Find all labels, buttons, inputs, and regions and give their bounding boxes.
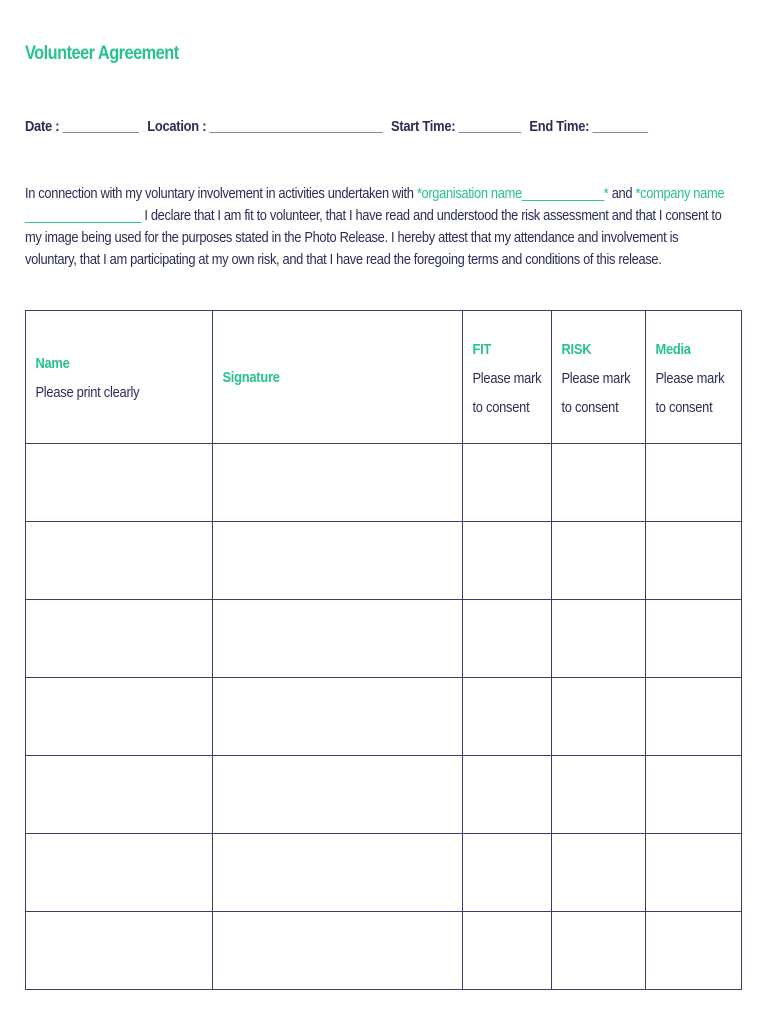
table-row: [26, 522, 742, 600]
statement-part-3: I declare that I am fit to volunteer, that I have read and understood the risk assessment and that I consent to my image being used for the purposes stated in the Photo Release. I hereby attest that my attendance and involvement is voluntary, that I am participating at my own risk, and that I have read the foregoing terms and conditions of this release.: [25, 207, 722, 268]
end-time-field[interactable]: End Time: ________: [529, 118, 648, 135]
signature-cell[interactable]: [213, 756, 463, 834]
fit-cell[interactable]: [463, 678, 552, 756]
table-row: [26, 756, 742, 834]
risk-cell[interactable]: [552, 444, 646, 522]
risk-cell[interactable]: [552, 756, 646, 834]
location-field[interactable]: Location : _________________________: [147, 118, 383, 135]
statement-part-2: and: [608, 185, 636, 202]
media-cell[interactable]: [646, 522, 742, 600]
signature-cell[interactable]: [213, 600, 463, 678]
fit-cell[interactable]: [463, 834, 552, 912]
table-body: [26, 444, 742, 990]
name-cell[interactable]: [26, 444, 213, 522]
header-risk: [552, 311, 646, 444]
name-cell[interactable]: [26, 912, 213, 990]
fit-cell[interactable]: [463, 756, 552, 834]
name-cell[interactable]: [26, 522, 213, 600]
media-cell[interactable]: [646, 444, 742, 522]
header-fit: [463, 311, 552, 444]
media-cell[interactable]: [646, 600, 742, 678]
header-fit-sub2: to consent: [472, 399, 530, 416]
page-title: Volunteer Agreement: [25, 43, 179, 64]
signature-cell[interactable]: [213, 834, 463, 912]
header-media: [646, 311, 742, 444]
header-name-label: Name: [35, 355, 70, 372]
header-signature-label: Signature: [222, 369, 280, 386]
statement-part-1: In connection with my voluntary involvement in activities undertaken with: [25, 185, 417, 202]
name-cell[interactable]: [26, 600, 213, 678]
header-signature: [213, 311, 463, 444]
organisation-name-placeholder[interactable]: *organisation name____________*: [416, 185, 609, 202]
risk-cell[interactable]: [552, 522, 646, 600]
risk-cell[interactable]: [552, 834, 646, 912]
header-risk-sub1: Please mark: [561, 370, 631, 387]
name-cell[interactable]: [26, 678, 213, 756]
fit-cell[interactable]: [463, 522, 552, 600]
media-cell[interactable]: [646, 834, 742, 912]
agreement-statement: [25, 183, 730, 271]
table-row: [26, 678, 742, 756]
event-details-line: [25, 118, 653, 135]
risk-cell[interactable]: [552, 600, 646, 678]
risk-cell[interactable]: [552, 912, 646, 990]
fit-cell[interactable]: [463, 912, 552, 990]
date-field[interactable]: Date : ___________: [25, 118, 139, 135]
header-media-sub2: to consent: [655, 399, 713, 416]
table-row: [26, 912, 742, 990]
table-row: [26, 600, 742, 678]
header-media-label: Media: [655, 341, 691, 358]
media-cell[interactable]: [646, 678, 742, 756]
header-media-sub1: Please mark: [655, 370, 725, 387]
risk-cell[interactable]: [552, 678, 646, 756]
company-name-placeholder[interactable]: *company name _________________: [25, 185, 725, 224]
signature-cell[interactable]: [213, 522, 463, 600]
header-risk-sub2: to consent: [561, 399, 619, 416]
header-name-sub: Please print clearly: [35, 384, 140, 401]
signature-cell[interactable]: [213, 912, 463, 990]
table-row: [26, 834, 742, 912]
header-fit-sub1: Please mark: [472, 370, 542, 387]
name-cell[interactable]: [26, 834, 213, 912]
header-fit-label: FIT: [472, 341, 492, 358]
name-cell[interactable]: [26, 756, 213, 834]
media-cell[interactable]: [646, 912, 742, 990]
table-header-row: [26, 311, 742, 444]
volunteer-sign-in-table: [25, 310, 742, 990]
header-name: [26, 311, 213, 444]
signature-cell[interactable]: [213, 678, 463, 756]
fit-cell[interactable]: [463, 444, 552, 522]
table-row: [26, 444, 742, 522]
media-cell[interactable]: [646, 756, 742, 834]
fit-cell[interactable]: [463, 600, 552, 678]
header-risk-label: RISK: [561, 341, 592, 358]
start-time-field[interactable]: Start Time: _________: [390, 118, 521, 135]
signature-cell[interactable]: [213, 444, 463, 522]
